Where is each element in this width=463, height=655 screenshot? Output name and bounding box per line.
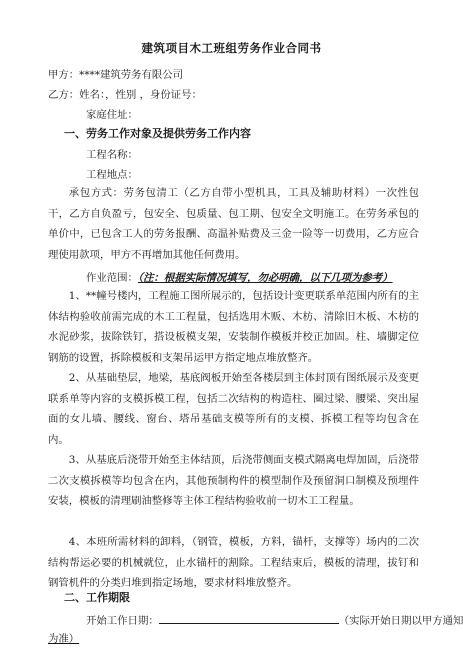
scope-item-3: 3、从基底后浇带开始至主体结顶，后浇带侧面支模式隔离电焊加固，后浇带二次支模拆模等均包含在内，其他预制构件的模型制作及预留洞口制模及预埋件安装，模板的清理刷油整修等主体工程结构验收前一切木工工程量。 bbox=[48, 454, 419, 507]
start-date-note-cont: 为准） bbox=[48, 633, 80, 645]
scope-item-4: 4、本班所需材料的卸料，（钢管，模板，方料，锚杆，支撑等）场内的二次结构帮运必要的机械就位，止水锚杆的割除。工程结束后，模板的清理，拔钉和钢管机件的分类归堆到指定场地，要求材料堆放整齐。 bbox=[48, 536, 419, 589]
work-scope-line bbox=[86, 271, 458, 285]
party-a-line: 甲方：****建筑劳务有限公司 bbox=[48, 69, 184, 81]
contract-method-paragraph: 承包方式：劳务包清工（乙方自带小型机具，工具及辅助材料）一次性包干，乙方自负盈亏，包安全、包质量、包工期、包安全文明施工。在劳务承包的单价中，已包含工人的劳务报酬、高温补贴费及三金一险等一切费用，乙方应合理使用款项，甲方不再增加其他任何费用。 bbox=[48, 187, 419, 261]
section-heading-1: 一、劳务工作对象及提供劳务工作内容 bbox=[64, 127, 251, 140]
scope-item-1: 1、**幢号楼内，工程施工图所展示的，包括设计变更联系单范围内所有的主体结构验收前需完成的木工工程量，包括选用木贩、木枋、清除旧木板、木枋的水泥砂浆，拔除铁钉，搭设板模支架，安装制作模板并校正加固。柱、墙脚定位钢筋的设置，拆除模板和支架吊运甲方指定地点堆放整齐。 bbox=[48, 290, 419, 364]
start-date-note-continued bbox=[48, 632, 420, 646]
work-scope-note: （注：根据实际情况填写，勿必明确，以下几项为参考） bbox=[137, 272, 393, 284]
start-date-label: 开始工作日期： bbox=[86, 615, 159, 627]
project-name-line: 工程名称： bbox=[86, 149, 138, 161]
document-title: 建筑项目木工班组劳务作业合同书 bbox=[141, 41, 322, 55]
party-b-line: 乙方：姓名：，性别 ，身份证号： bbox=[48, 89, 202, 101]
start-date-note: （实际开始日期以甲方通知 bbox=[338, 615, 463, 627]
start-date-blank bbox=[159, 612, 339, 624]
section-heading-2: 二、工作期限 bbox=[64, 591, 130, 604]
home-address-line: 家庭住址： bbox=[86, 109, 138, 121]
work-scope-label: 作业范围： bbox=[86, 272, 138, 284]
start-date-line bbox=[86, 612, 463, 628]
scope-item-2: 2、从基础垫层，地梁，基底阀板开始至各楼层到主体封顶有图纸展示及变更联系单等内容的支模拆模工程，包括二次结构的构造柱、圈过梁、腰梁、突出屋面的女儿墙、腰线、窗台、塔吊基础支模等所有的支模、拆模工程等均包含在内。 bbox=[48, 372, 419, 446]
project-location-line: 工程地点： bbox=[86, 169, 138, 181]
